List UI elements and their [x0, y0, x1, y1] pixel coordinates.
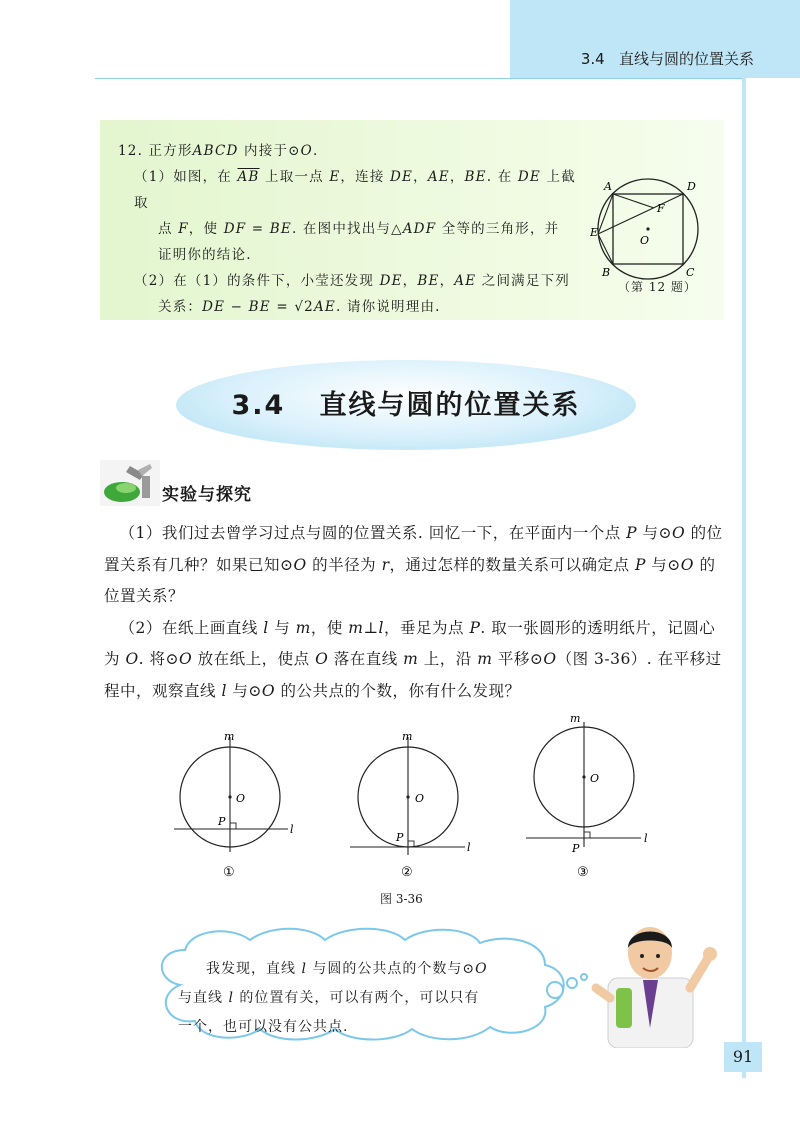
var: ABCD: [192, 143, 239, 159]
thought-bubble: [567, 978, 577, 988]
var: E: [329, 169, 341, 185]
text: 内接于⊙: [238, 143, 301, 159]
label-o: O: [590, 772, 600, 785]
text: 上取一点: [259, 169, 330, 185]
arc-ab: $\overline{AB}$: [237, 169, 260, 185]
part1-line3: 证明你的结论.: [158, 247, 252, 263]
section-heading: [176, 383, 636, 422]
text: ，使: [188, 221, 224, 237]
var: O: [125, 650, 139, 668]
text: 关系：: [158, 299, 203, 315]
var: AE: [454, 273, 477, 289]
text: 上截取: [134, 169, 576, 211]
var: O: [261, 681, 276, 700]
text: . 在: [486, 169, 518, 185]
margin-bar: [742, 78, 746, 1078]
text: （2）在纸上画直线: [119, 618, 264, 637]
right-angle-mark: [230, 823, 236, 829]
square-in-circle-figure: [590, 170, 720, 280]
section-title: 直线与圆的位置关系: [319, 390, 581, 421]
body-text: [104, 518, 724, 707]
equation: DF = BE: [223, 221, 292, 237]
var: O: [315, 650, 329, 668]
label-o: O: [236, 792, 246, 805]
figure-12-caption: （第 12 题）: [618, 280, 697, 294]
segment-af: [613, 194, 654, 208]
panel-number: ②: [401, 865, 413, 880]
text: ，: [449, 169, 465, 185]
panel-number: ③: [577, 865, 589, 880]
exercise-lead: 12. 正方形ABCD 内接于⊙O.: [118, 143, 319, 159]
text: . 在图中找出与△: [291, 221, 403, 237]
var: P: [634, 555, 646, 574]
text: 与直线: [178, 990, 229, 1006]
part1-line1: [118, 164, 588, 216]
panel-number: ①: [223, 865, 235, 880]
text: ，: [439, 273, 455, 289]
text: 与: [268, 618, 296, 637]
equation: DE − BE =: [202, 299, 295, 315]
speech-line-3: 一个，也可以没有公共点.: [178, 1019, 349, 1035]
var: DE: [379, 273, 403, 289]
text: 与⊙: [637, 524, 673, 542]
label-f: F: [657, 202, 665, 215]
sqrt: √2: [294, 299, 314, 315]
text: 落在直线: [328, 650, 404, 668]
figure-caption: 图 3-36: [380, 892, 423, 906]
page-number: 91: [724, 1042, 762, 1072]
var: O: [300, 143, 313, 159]
text: 放在纸上，使点: [192, 650, 316, 668]
speech-text: [178, 955, 548, 1042]
exercise-text: [118, 138, 588, 320]
text: （1）我们过去曾学习过点与圆的位置关系. 回忆一下，在平面内一个点: [119, 524, 627, 542]
var: l: [221, 681, 227, 700]
center-dot: [582, 775, 585, 778]
text: （图 3-36）. 在平移过程中，观察直线: [104, 650, 722, 700]
label-o: O: [415, 792, 425, 805]
text: 平移⊙: [492, 650, 544, 668]
var: O: [475, 961, 488, 977]
text: ，通过怎样的数量关系可以确定点: [389, 555, 635, 574]
exercise-box: [100, 120, 724, 320]
right-angle-mark: [584, 832, 590, 838]
var: AE: [313, 299, 336, 315]
center-dot: [406, 795, 409, 798]
figure-3-36: [160, 712, 680, 892]
experiment-icon: [100, 460, 160, 506]
var: ADF: [402, 221, 437, 237]
panel-2: [350, 730, 471, 880]
label-d: D: [687, 180, 696, 193]
text: . 请你说明理由.: [335, 299, 441, 315]
var: AE: [427, 169, 450, 185]
part2-line1: [118, 268, 588, 294]
var: l: [301, 961, 307, 977]
text: 的位置有关，可以有两个，可以只有: [233, 990, 480, 1006]
text: 与⊙: [645, 555, 681, 574]
panel-1: [174, 730, 294, 880]
text: ，: [402, 273, 418, 289]
label-p: P: [396, 831, 404, 844]
var: m⊥l: [348, 618, 384, 637]
text: 点: [158, 221, 179, 237]
part1-line2: [118, 216, 588, 242]
text: 上，沿: [418, 650, 478, 668]
thought-bubble: [581, 974, 587, 980]
header-rule: [95, 78, 745, 79]
var: l: [263, 618, 269, 637]
text: 的半径为: [306, 555, 382, 574]
paragraph-2: [104, 613, 724, 708]
label-b: B: [602, 266, 611, 279]
var: DE: [517, 169, 541, 185]
var: O: [680, 555, 695, 574]
label-m: m: [402, 730, 413, 743]
text: （1）如图，在: [134, 169, 238, 185]
label-l: l: [290, 823, 294, 836]
label-p: P: [572, 842, 580, 855]
activity-title: 实验与探究: [162, 485, 252, 505]
text: 我发现，直线: [206, 961, 302, 977]
text: 全等的三角形，并: [436, 221, 560, 237]
text: 与⊙: [226, 681, 262, 700]
var: O: [543, 650, 557, 668]
label-o: O: [640, 234, 650, 247]
var: l: [228, 990, 234, 1006]
var: m: [295, 618, 311, 637]
text: 的公共点的个数，你有什么发现？: [275, 681, 521, 700]
label-a: A: [604, 180, 612, 193]
header-section-number: 3.4: [580, 50, 605, 68]
var: r: [381, 555, 390, 574]
label-l: l: [644, 832, 648, 845]
header-section-title: 直线与圆的位置关系: [618, 50, 754, 68]
right-angle-mark: [408, 841, 414, 847]
speech-line-1: [178, 955, 548, 984]
student-illustration: [588, 918, 723, 1048]
label-e: E: [590, 226, 599, 239]
running-header: [581, 48, 754, 69]
text: （2）在（1）的条件下，小莹还发现: [134, 273, 380, 289]
var: BE: [464, 169, 487, 185]
panel-3: [526, 712, 648, 880]
label-c: C: [686, 266, 695, 279]
section-number: 3.4: [231, 390, 286, 421]
segment-be: [598, 234, 613, 264]
var: BE: [417, 273, 440, 289]
paragraph-1: [104, 518, 724, 613]
text: 与圆的公共点的个数与⊙: [306, 961, 476, 977]
center-dot: [228, 795, 231, 798]
var: F: [178, 221, 189, 237]
text: ，垂足为点: [384, 618, 470, 637]
text: ，连接: [340, 169, 391, 185]
text: 之间满足下列: [476, 273, 570, 289]
text: 的位置关系有几种？如果已知⊙: [104, 524, 723, 574]
text: 12. 正方形: [118, 143, 193, 159]
var: P: [626, 524, 638, 542]
label-l: l: [467, 841, 471, 854]
text: . 将⊙: [138, 650, 179, 668]
label-m: m: [570, 712, 581, 725]
var: O: [672, 524, 686, 542]
text: ，: [413, 169, 428, 185]
var: DE: [390, 169, 414, 185]
var: O: [293, 555, 307, 574]
center-dot: [646, 227, 649, 230]
var: P: [469, 618, 481, 637]
var: O: [179, 650, 193, 668]
part2-line2: [118, 294, 588, 320]
label-p: P: [218, 815, 226, 828]
var: m: [403, 650, 419, 668]
var: m: [477, 650, 493, 668]
text: ，使: [310, 618, 349, 637]
thought-bubble: [547, 982, 563, 998]
text: 的位置关系？: [104, 555, 716, 605]
label-m: m: [224, 730, 235, 743]
text: . 取一张圆形的透明纸片，记圆心为: [104, 618, 716, 668]
speech-line-2: [178, 984, 548, 1013]
